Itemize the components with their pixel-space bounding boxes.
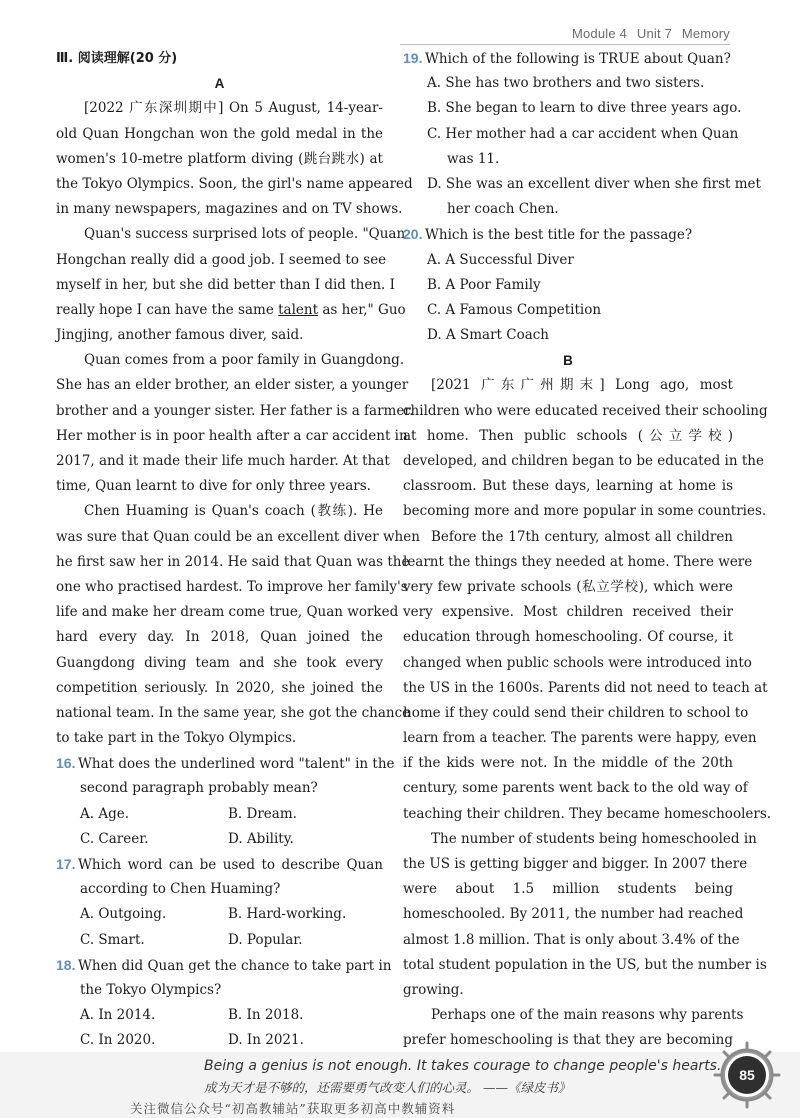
passage-a-line: Jingjing, another famous diver, said. bbox=[56, 327, 304, 344]
right-column bbox=[403, 46, 772, 1054]
question-18-stem-cont: the Tokyo Olympics? bbox=[80, 981, 222, 998]
passage-a-line: one who practised hardest. To improve her family's bbox=[56, 578, 408, 595]
passage-b-line: if the kids were not. In the middle of the 20th bbox=[403, 755, 733, 772]
question-number: 18. bbox=[56, 956, 76, 973]
question-20-stem bbox=[403, 222, 733, 247]
option-c-cont[interactable]: was 11. bbox=[447, 150, 500, 167]
passage-a-line: women's 10-metre platform diving (跳台跳水) at bbox=[56, 150, 383, 167]
question-19-stem bbox=[403, 46, 733, 71]
header-rule bbox=[400, 44, 730, 45]
question-16-stem-cont: second paragraph probably mean? bbox=[80, 780, 318, 797]
passage-a-text: really hope I can have the same bbox=[56, 301, 274, 318]
question-number: 19. bbox=[403, 50, 423, 66]
passage-b-line: learn from a teacher. The parents were happy, even bbox=[403, 730, 757, 747]
footer-quote-english: Being a genius is not enough. It takes courage to change people's hearts. bbox=[204, 1058, 722, 1074]
option-b[interactable]: B. Dream. bbox=[228, 805, 297, 822]
question-16-options bbox=[56, 827, 383, 852]
passage-b-line: were about 1.5 million students being bbox=[403, 881, 733, 898]
option-a[interactable]: A. She has two brothers and two sisters. bbox=[427, 75, 705, 92]
option-b[interactable]: B. A Poor Family bbox=[427, 276, 541, 293]
header-unit: Unit 7 bbox=[636, 26, 673, 41]
passage-b-line: Perhaps one of the main reasons why parents bbox=[431, 1007, 744, 1024]
passage-b-line: developed, and children began to be educated in the bbox=[403, 453, 764, 469]
passage-b-line: prefer homeschooling is that they are becoming bbox=[403, 1032, 733, 1049]
option-a[interactable]: A. Age. bbox=[80, 805, 130, 822]
passage-b-line: home if they could send their children to school to bbox=[403, 704, 749, 721]
option-d[interactable]: D. Popular. bbox=[228, 931, 303, 948]
passage-a-line: old Quan Hongchan won the gold medal in the bbox=[56, 125, 383, 142]
passage-a-line: Guangdong diving team and she took every bbox=[56, 654, 383, 671]
question-18-options bbox=[56, 1003, 383, 1028]
passage-a-line: [2022 广东深圳期中] On 5 August, 14-year- bbox=[84, 100, 383, 117]
question-17-options bbox=[56, 902, 383, 927]
passage-a-line: in many newspapers, magazines and on TV shows. bbox=[56, 201, 403, 218]
passage-b-line: education through homeschooling. Of course, it bbox=[403, 629, 733, 646]
section-title: Ⅲ. 阅读理解(20 分) bbox=[56, 51, 178, 66]
passage-a-line: time, Quan learnt to dive for only three years. bbox=[56, 478, 371, 495]
header-module: Module 4 bbox=[571, 26, 628, 41]
footer-wechat-note: 关注微信公众号“初高教辅站”获取更多初高中教辅资料 bbox=[130, 1101, 456, 1116]
passage-b-line: children who were educated received their schooling bbox=[403, 402, 768, 419]
passage-a-line: was sure that Quan could be an excellent diver when bbox=[56, 528, 420, 545]
passage-a-line: She has an elder brother, an elder sister, a younger bbox=[56, 377, 409, 394]
passage-a-line: Quan's success surprised lots of people. "Quan bbox=[84, 226, 406, 243]
passage-b-line: classroom. But these days, learning at home is bbox=[403, 478, 733, 495]
option-d[interactable]: D. A Smart Coach bbox=[427, 327, 549, 344]
option-a[interactable]: A. Outgoing. bbox=[80, 906, 167, 923]
passage-a-text: as her," Guo bbox=[318, 301, 406, 318]
passage-b-line: changed when public schools were introduced into bbox=[403, 654, 752, 671]
passage-b-line: becoming more and more popular in some countries. bbox=[403, 503, 767, 520]
passage-a-line: Quan comes from a poor family in Guangdong. bbox=[84, 352, 405, 369]
option-a[interactable]: A. A Successful Diver bbox=[427, 251, 574, 268]
passage-b-line: Before the 17th century, almost all children bbox=[431, 528, 733, 545]
question-17-stem bbox=[56, 852, 383, 877]
passage-b-line: total student population in the US, but the number is bbox=[403, 956, 767, 973]
option-c[interactable]: C. Career. bbox=[80, 830, 149, 847]
option-d[interactable]: D. In 2021. bbox=[228, 1032, 304, 1049]
question-text: Which of the following is TRUE about Quan? bbox=[425, 51, 731, 67]
passage-b-label: B bbox=[563, 353, 573, 369]
passage-a-line bbox=[56, 298, 406, 323]
passage-a-line: Chen Huaming is Quan's coach (教练). He bbox=[84, 503, 383, 520]
passage-a-line: 2017, and it made their life much harder. At that bbox=[56, 453, 390, 469]
option-a[interactable]: A. In 2014. bbox=[80, 1007, 156, 1024]
passage-a-line: national team. In the same year, she got the chance bbox=[56, 704, 411, 721]
passage-a-line: the Tokyo Olympics. Soon, the girl's name appeared bbox=[56, 175, 413, 192]
question-number: 16. bbox=[56, 755, 76, 772]
passage-a-line: competition seriously. In 2020, she joined the bbox=[56, 679, 383, 696]
option-d[interactable]: D. She was an excellent diver when she first met bbox=[427, 175, 761, 192]
option-c[interactable]: C. In 2020. bbox=[80, 1032, 156, 1049]
passage-a-line: Her mother is in poor health after a car accident in bbox=[56, 427, 408, 444]
question-17-options bbox=[56, 928, 383, 953]
option-d[interactable]: D. Ability. bbox=[228, 830, 294, 847]
option-b[interactable]: B. In 2018. bbox=[228, 1007, 304, 1024]
passage-b-line: almost 1.8 million. That is only about 3.4% of the bbox=[403, 931, 740, 948]
running-header bbox=[566, 26, 730, 41]
question-text: Which word can be used to describe Quan bbox=[78, 857, 383, 873]
option-c[interactable]: C. Her mother had a car accident when Quan bbox=[427, 125, 739, 142]
passage-b-line: the US in the 1600s. Parents did not need to teach at bbox=[403, 679, 768, 696]
passage-a-line: to take part in the Tokyo Olympics. bbox=[56, 730, 297, 747]
passage-a-line: brother and a younger sister. Her father is a farmer. bbox=[56, 402, 414, 419]
passage-b-line: growing. bbox=[403, 981, 464, 998]
passage-b-line: the US is getting bigger and bigger. In 2007 there bbox=[403, 856, 748, 872]
passage-a-line: life and make her dream come true, Quan worked bbox=[56, 604, 399, 621]
passage-b-line: learnt the things they needed at home. There were bbox=[403, 553, 753, 570]
question-text: When did Quan get the chance to take part in bbox=[78, 957, 392, 974]
passage-b-line: The number of students being homeschooled in bbox=[431, 830, 757, 847]
passage-b-line: [2021 广东广州期末] Long ago, most bbox=[431, 377, 733, 394]
passage-b-line: century, some parents went back to the old way of bbox=[403, 780, 748, 797]
footer-quote-chinese: 成为天才是不够的，还需要勇气改变人们的心灵。 ——《绿皮书》 bbox=[204, 1080, 571, 1095]
question-text: Which is the best title for the passage? bbox=[425, 227, 693, 244]
option-b[interactable]: B. She began to learn to dive three years ago. bbox=[427, 100, 742, 117]
question-17-stem-cont: according to Chen Huaming? bbox=[80, 881, 281, 898]
passage-b-line: very expensive. Most children received their bbox=[403, 604, 733, 621]
passage-b-line: homeschooled. By 2011, the number had reached bbox=[403, 906, 744, 923]
question-text: What does the underlined word "talent" in the bbox=[78, 756, 395, 773]
option-c[interactable]: C. A Famous Competition bbox=[427, 301, 602, 318]
question-number: 20. bbox=[403, 226, 423, 243]
passage-a-label: A bbox=[214, 76, 225, 92]
header-topic: Memory bbox=[681, 26, 730, 41]
question-16-stem bbox=[56, 751, 395, 776]
passage-a-line: hard every day. In 2018, Quan joined the bbox=[56, 629, 383, 646]
passage-b-line: very few private schools (私立学校), which were bbox=[403, 578, 733, 595]
passage-a-line: Hongchan really did a good job. I seemed to see bbox=[56, 251, 387, 268]
passage-a-line: he first saw her in 2014. He said that Quan was the bbox=[56, 553, 410, 570]
option-c[interactable]: C. Smart. bbox=[80, 931, 145, 948]
page-number: 85 bbox=[728, 1056, 766, 1094]
question-18-options bbox=[56, 1028, 383, 1053]
option-b[interactable]: B. Hard-working. bbox=[228, 906, 347, 923]
question-18-stem bbox=[56, 953, 392, 978]
question-number: 17. bbox=[56, 856, 76, 872]
underlined-word-talent: talent bbox=[278, 301, 319, 318]
passage-a-line: myself in her, but she did better than I did then. I bbox=[56, 276, 395, 293]
question-16-options bbox=[56, 802, 383, 827]
option-d-cont[interactable]: her coach Chen. bbox=[447, 201, 559, 218]
passage-b-line: at home. Then public schools (公立学校) bbox=[403, 427, 733, 444]
passage-b-line: teaching their children. They became homeschoolers. bbox=[403, 805, 772, 822]
